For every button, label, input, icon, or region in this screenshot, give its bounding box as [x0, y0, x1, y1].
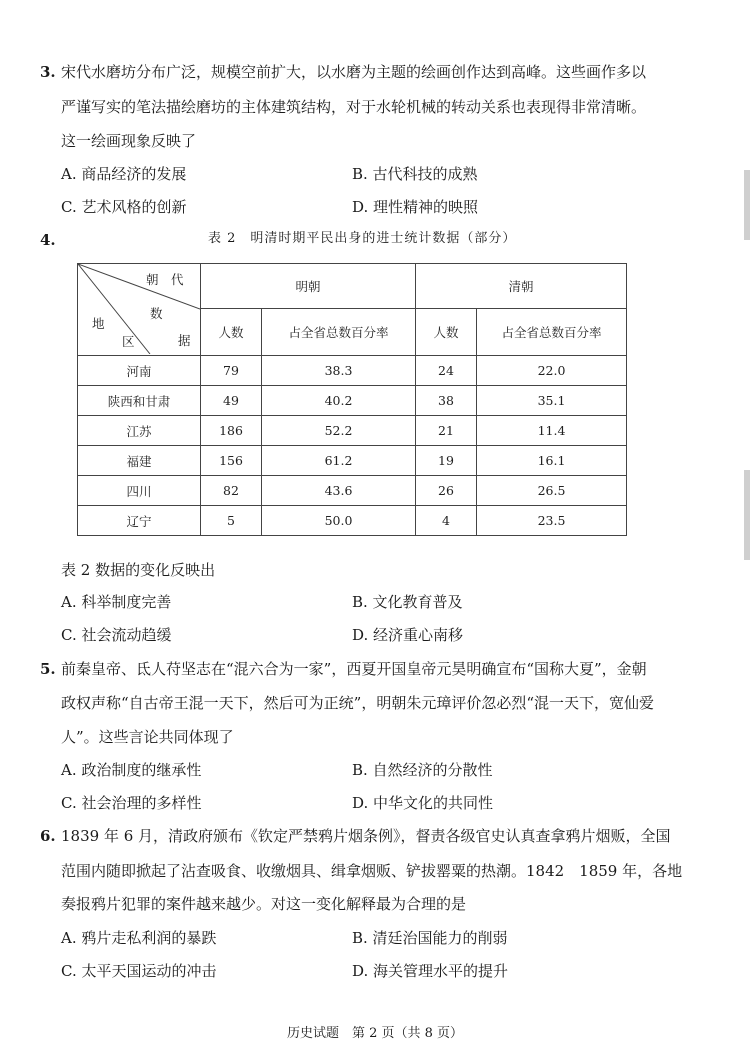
page-footer: 历史试题 第 2 页（共 8 页） [286, 1026, 464, 1041]
table-row [78, 446, 627, 476]
diag-label-dynasty: 朝 代 [146, 272, 184, 287]
cell-region: 四川 [78, 476, 201, 506]
cell-qing-count: 26 [416, 476, 477, 506]
cell-qing-pct: 23.5 [477, 506, 627, 536]
question-4-option-b[interactable]: B. 文化教育普及 [352, 593, 463, 611]
question-6-line-1: 1839 年 6 月，清政府颁布《钦定严禁鸦片烟条例》，督责各级官史认真查拿鸦片烟贩，全国 [61, 827, 671, 845]
scan-edge-mark [744, 170, 750, 240]
subheader-qing-pct: 占全省总数百分率 [477, 309, 627, 356]
question-5-option-b[interactable]: B. 自然经济的分散性 [352, 761, 493, 779]
cell-ming-count: 49 [201, 386, 262, 416]
cell-qing-count: 24 [416, 356, 477, 386]
cell-ming-count: 79 [201, 356, 262, 386]
cell-ming-count: 186 [201, 416, 262, 446]
question-3-line-3: 这一绘画现象反映了 [61, 132, 197, 150]
cell-ming-pct: 61.2 [262, 446, 416, 476]
header-ming: 明朝 [201, 264, 416, 309]
question-5-line-3: 人”。这些言论共同体现了 [61, 728, 234, 746]
question-3-option-c[interactable]: C. 艺术风格的创新 [61, 198, 187, 216]
question-5-line-1: 前秦皇帝、氐人苻坚志在“混六合为一家”，西夏开国皇帝元昊明确宣布“国称大夏”，金朝 [61, 660, 647, 678]
cell-ming-pct: 50.0 [262, 506, 416, 536]
table-row [78, 506, 627, 536]
table-row [78, 416, 627, 446]
question-6-option-a[interactable]: A. 鸦片走私利润的暴跌 [61, 929, 217, 947]
table-row [78, 356, 627, 386]
scan-edge-mark [744, 470, 750, 560]
question-4-option-a[interactable]: A. 科举制度完善 [61, 593, 172, 611]
subheader-ming-pct: 占全省总数百分率 [262, 309, 416, 356]
cell-ming-count: 82 [201, 476, 262, 506]
question-4-stem: 表 2 数据的变化反映出 [61, 561, 216, 579]
cell-region: 福建 [78, 446, 201, 476]
cell-qing-count: 38 [416, 386, 477, 416]
question-6-option-b[interactable]: B. 清廷治国能力的削弱 [352, 929, 508, 947]
cell-region: 陕西和甘肃 [78, 386, 201, 416]
cell-region: 河南 [78, 356, 201, 386]
cell-region: 辽宁 [78, 506, 201, 536]
cell-region: 江苏 [78, 416, 201, 446]
cell-ming-count: 156 [201, 446, 262, 476]
cell-qing-count: 19 [416, 446, 477, 476]
cell-ming-pct: 52.2 [262, 416, 416, 446]
subheader-qing-count: 人数 [416, 309, 477, 356]
diag-label-data-1: 数 [150, 306, 163, 321]
cell-qing-count: 4 [416, 506, 477, 536]
question-6-number: 6. [40, 827, 56, 845]
question-5-line-2: 政权声称“自古帝王混一天下，然后可为正统”，明朝朱元璋评价忽必烈“混一天下，宽仙爱 [61, 694, 655, 712]
table-row [78, 386, 627, 416]
question-6-line-3: 奏报鸦片犯罪的案件越来越少。对这一变化解释最为合理的是 [61, 895, 467, 913]
cell-qing-pct: 16.1 [477, 446, 627, 476]
question-5-number: 5. [40, 660, 56, 678]
question-6-line-2: 范围内随即掀起了沾查吸食、收缴烟具、缉拿烟贩、铲拔罂粟的热潮。1842 1859 年，各地 [61, 862, 683, 880]
cell-qing-pct: 35.1 [477, 386, 627, 416]
question-3-option-b[interactable]: B. 古代科技的成熟 [352, 165, 478, 183]
question-5-option-d[interactable]: D. 中华文化的共同性 [352, 794, 494, 812]
cell-qing-pct: 11.4 [477, 416, 627, 446]
cell-qing-count: 21 [416, 416, 477, 446]
question-6-option-c[interactable]: C. 太平天国运动的冲击 [61, 962, 217, 980]
question-5-option-c[interactable]: C. 社会治理的多样性 [61, 794, 202, 812]
header-qing: 清朝 [416, 264, 627, 309]
diag-label-region-1: 地 [92, 316, 105, 331]
question-3-line-2: 严谨写实的笔法描绘磨坊的主体建筑结构，对于水轮机械的转动关系也表现得非常清晰。 [61, 98, 647, 116]
cell-ming-pct: 38.3 [262, 356, 416, 386]
cell-ming-count: 5 [201, 506, 262, 536]
table-caption: 表 2 明清时期平民出身的进士统计数据（部分） [208, 231, 517, 246]
cell-qing-pct: 22.0 [477, 356, 627, 386]
question-3-option-a[interactable]: A. 商品经济的发展 [61, 165, 187, 183]
question-4-number: 4. [40, 231, 56, 249]
diag-label-data-2: 据 [178, 333, 191, 348]
cell-qing-pct: 26.5 [477, 476, 627, 506]
question-4-option-d[interactable]: D. 经济重心南移 [352, 626, 464, 644]
jinshi-statistics-table [77, 263, 627, 536]
question-6-option-d[interactable]: D. 海关管理水平的提升 [352, 962, 509, 980]
diag-label-region-2: 区 [122, 334, 135, 349]
question-3-line-1: 宋代水磨坊分布广泛，规模空前扩大，以水磨为主题的绘画创作达到高峰。这些画作多以 [61, 63, 647, 81]
cell-ming-pct: 43.6 [262, 476, 416, 506]
question-3-number: 3. [40, 63, 56, 81]
table-row [78, 476, 627, 506]
question-4-option-c[interactable]: C. 社会流动趋缓 [61, 626, 172, 644]
question-3-option-d[interactable]: D. 理性精神的映照 [352, 198, 479, 216]
subheader-ming-count: 人数 [201, 309, 262, 356]
question-5-option-a[interactable]: A. 政治制度的继承性 [61, 761, 202, 779]
cell-ming-pct: 40.2 [262, 386, 416, 416]
diagonal-header-cell [78, 264, 201, 356]
